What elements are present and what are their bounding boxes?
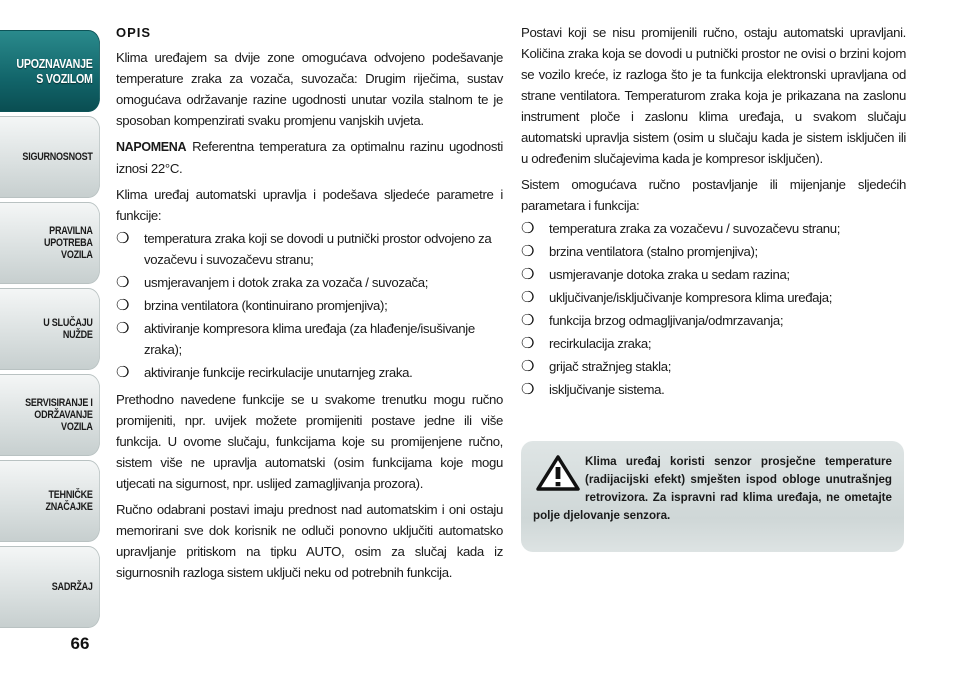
note-text: Referentna temperatura za optimalnu razinu ugodnosti iznosi 22°C.: [116, 139, 503, 176]
intro-paragraph: Klima uređajem sa dvije zone omogućava odvojeno podešavanje temperature zraka za vozača, suvozača: Drugim riječima, sustav omogućava održavanje razine ugodnosti unutar vozila stalnom te je sposoban kompenzirati svaku promjenu vanjskih uvjeta.: [116, 50, 503, 128]
tab-label: SADRŽAJ: [51, 581, 93, 593]
bullet-icon: ❍: [116, 297, 130, 314]
memory-paragraph: Ručno odabrani postavi imaju prednost nad automatskim i oni ostaju memorirani sve dok korisnik ne odluči ponovno uključiti automatsko upravljanje pritiskom na tipku AUTO, osim za slučaj kada iz sigurnosnih razloga sistem uključi neku od potrebnih funkcija.: [116, 502, 503, 580]
manual-functions-list: [521, 218, 906, 400]
tab-tehnicke-znacajke[interactable]: [0, 460, 100, 542]
tab-pravilna-upotreba-vozila[interactable]: [0, 202, 100, 284]
tab-label: UPOZNAVANJE S VOZILOM: [16, 56, 93, 86]
list-item: ❍ funkcija brzog odmagljivanja/odmrzavanja;: [521, 312, 784, 329]
list-item: ❍ temperatura zraka koji se dovodi u putnički prostor odvojeno za vozačevu i suvozačevu stranu;: [116, 230, 492, 267]
warning-triangle-icon: [533, 453, 583, 493]
list-item: ❍ grijač stražnjeg stakla;: [521, 358, 672, 375]
list-item: ❍ brzina ventilatora (stalno promjenjiva);: [521, 243, 758, 260]
tab-label: SERVISIRANJE I ODRŽAVANJE VOZILA: [25, 397, 93, 433]
bullet-icon: ❍: [521, 289, 535, 306]
right-column: [521, 22, 906, 406]
tab-upoznavanje-s-vozilom[interactable]: [0, 30, 100, 112]
list-item: ❍ temperatura zraka za vozačevu / suvozačevu stranu;: [521, 220, 841, 237]
auto-functions-list: [116, 228, 503, 383]
bullet-icon: ❍: [116, 364, 130, 381]
tab-sigurnosnost[interactable]: [0, 116, 100, 198]
list-item: ❍ recirkulacija zraka;: [521, 335, 652, 352]
tab-label: SIGURNOSNOST: [22, 151, 93, 163]
tab-label: PRAVILNA UPOTREBA VOZILA: [44, 225, 93, 261]
left-column: [116, 22, 503, 588]
bullet-icon: ❍: [116, 274, 130, 291]
bullet-icon: ❍: [116, 320, 130, 337]
bullet-icon: ❍: [521, 335, 535, 352]
tab-label: U SLUČAJU NUŽDE: [43, 317, 93, 341]
list-item: ❍ uključivanje/isključivanje kompresora klima uređaja;: [521, 289, 833, 306]
list-item: ❍ usmjeravanjem i dotok zraka za vozača / suvozača;: [116, 274, 429, 291]
bullet-icon: ❍: [521, 358, 535, 375]
list-intro: Sistem omogućava ručno postavljanje ili mijenjanje sljedećih parametara i funkcija:: [521, 177, 906, 213]
warning-box: [521, 441, 904, 552]
bullet-icon: ❍: [521, 266, 535, 283]
bullet-icon: ❍: [116, 230, 130, 247]
manual-override-paragraph: Prethodno navedene funkcije se u svakome trenutku mogu ručno promijeniti, npr. uvijek možete promijeniti postave jedne ili više funkcija. U ovome slučaju, funkcijama koje su promijenjene ručno, sistem više ne upravlja automatski (osim funkcijama koje mogu utjecati na sigurnost, npr. uslijed zamagljivanja prozora).: [116, 392, 503, 491]
warning-text: Klima uređaj koristi senzor prosječne temperature (radijacijski efekt) smješten ispod obloge unutrašnjeg retrovizora. Za ispravni rad klima uređaja, ne ometajte polje djelovanje senzora.: [533, 455, 892, 522]
list-item: ❍ aktiviranje funkcije recirkulacije unutarnjeg zraka.: [116, 364, 413, 381]
auto-control-paragraph: Postavi koji se nisu promijenili ručno, ostaju automatski upravljani. Količina zraka koja se dovodi u putnički prostor ne ovisi o brzini kojom se vozilo kreće, iz razloga što je ta funkcija elektronski upravljana od strane ventilatora. Temperaturom zraka koja je prikazana na zaslonu instrument ploče i zaslonu klima uređaja, u svakom slučaju automatski upravlja sistem (osim u slučaju kada je sistem isključen ili u određenim slučajevima kada je kompresor isključen).: [521, 25, 906, 166]
list-item: ❍ brzina ventilatora (kontinuirano promjenjiva);: [116, 297, 388, 314]
bullet-icon: ❍: [521, 312, 535, 329]
list-item: ❍ isključivanje sistema.: [521, 381, 665, 398]
tab-label: TEHNIČKE ZNAČAJKE: [45, 489, 93, 513]
list-item: ❍ usmjeravanje dotoka zraka u sedam razina;: [521, 266, 790, 283]
note-paragraph: [116, 136, 503, 179]
bullet-icon: ❍: [521, 243, 535, 260]
bullet-icon: ❍: [521, 381, 535, 398]
list-intro: Klima uređaj automatski upravlja i podešava sljedeće parametre i funkcije:: [116, 187, 503, 223]
page-number: 66: [70, 634, 90, 653]
tab-u-slucaju-nuzde[interactable]: [0, 288, 100, 370]
note-label: NAPOMENA: [116, 140, 187, 154]
tab-sadrzaj[interactable]: [0, 546, 100, 628]
section-heading: OPIS: [116, 25, 152, 40]
bullet-icon: ❍: [521, 220, 535, 237]
list-item: ❍ aktiviranje kompresora klima uređaja (za hlađenje/isušivanje zraka);: [116, 320, 475, 357]
tab-servisiranje-i-odrzavanje[interactable]: [0, 374, 100, 456]
